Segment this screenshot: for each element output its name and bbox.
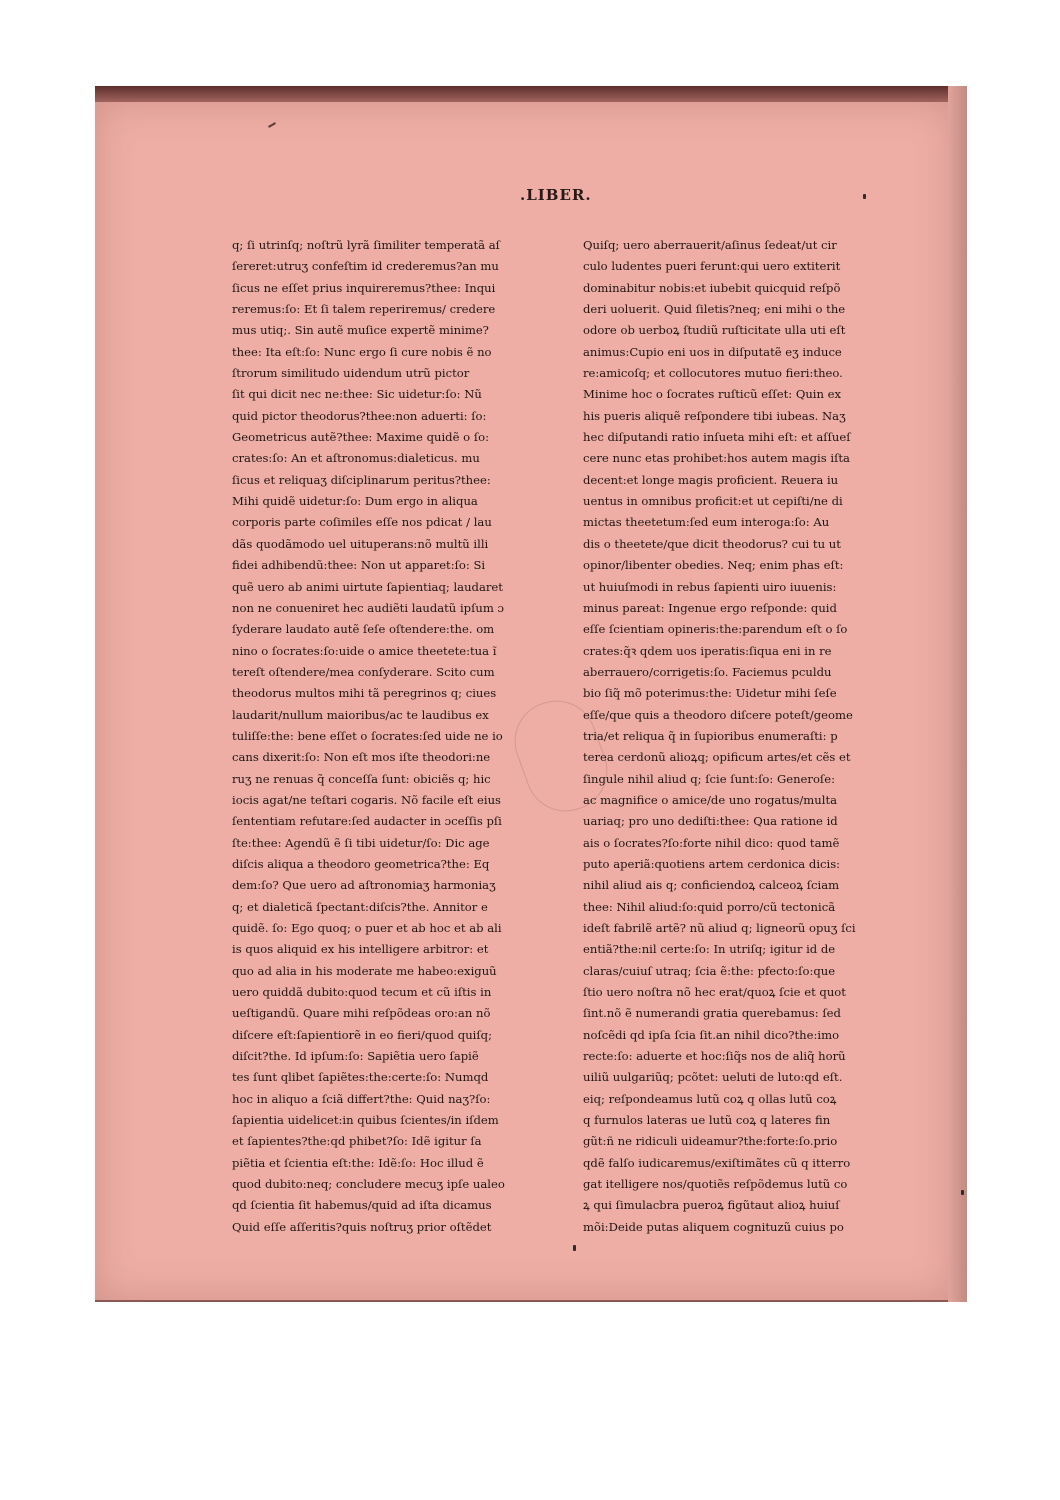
text-line: uiliũ uulgariũq; pcõtet: ueluti de luto:qd eſt. xyxy=(583,1070,843,1085)
text-line: ut huiuſmodi in rebus ſapienti uiro iuuenis: xyxy=(583,579,837,594)
text-line: cere nunc etas prohibet:hos autem magis iſta xyxy=(583,451,850,466)
text-line: odore ob uerboꝝ ſtudiũ ruſticitate ulla uti eſt xyxy=(583,323,846,338)
text-line: ſereret:utruʒ confeſtim id crederemus?an mu xyxy=(232,259,499,274)
text-line: iocis agat/ne teſtari cogaris. Nõ facile eſt eius xyxy=(232,792,501,807)
text-line: Quid eſſe aſſeritis?quis noſtruʒ prior oſtẽdet xyxy=(232,1219,492,1234)
text-line: mus utiq;. Sin autẽ muſice expertẽ minime? xyxy=(232,323,489,338)
text-line: cans dixerit:ſo: Non eſt mos iſte theodori:ne xyxy=(232,750,491,765)
text-line: ſicus et reliquaʒ diſciplinarum peritus?thee: xyxy=(232,472,491,487)
text-line: quidẽ. ſo: Ego quoq; o puer et ab hoc et ab ali xyxy=(232,921,502,935)
text-line: hoc in aliquo a ſciã differt?the: Quid naʒ?ſo: xyxy=(232,1091,491,1106)
ink-speck xyxy=(961,1190,964,1195)
text-line: eiq; reſpondeamus lutũ coꝝ q ollas lutũ coꝝ xyxy=(583,1091,837,1106)
text-line: ueſtigandũ. Quare mihi reſpõdeas oro:an nõ xyxy=(232,1006,491,1021)
text-line: hec diſputandi ratio inſueta mihi eſt: et aſſueſ xyxy=(583,430,851,445)
text-line: diſcit?the. Id ipſum:ſo: Sapiẽtia uero ſapiẽ xyxy=(232,1049,479,1064)
text-line: q furnulos lateras ue lutũ coꝝ q lateres fin xyxy=(583,1113,831,1128)
text-line: dem:ſo? Que uero ad aſtronomiaʒ harmoniaʒ xyxy=(232,878,496,893)
text-line: reremus:ſo: Et ſi talem reperiremus/ credere xyxy=(232,302,496,317)
text-line: quid pictor theodorus?thee:non aduerti: ſo: xyxy=(232,408,487,423)
text-line: laudarit/nullum maioribus/ac te laudibus ex xyxy=(232,707,489,722)
text-line: culo ludentes pueri ferunt:qui uero extiterit xyxy=(583,259,841,274)
text-line: his pueris aliquẽ reſpondere tibi iubeas. Naʒ xyxy=(583,408,846,423)
ink-speck xyxy=(863,194,866,199)
text-line: diſcis aliqua a theodoro geometrica?the: Eq xyxy=(232,856,490,871)
text-line: q; et dialeticã ſpectant:diſcis?the. Annitor e xyxy=(232,899,488,914)
text-line: puto aperiã:quotiens artem cerdonica dicis: xyxy=(583,856,841,871)
text-line: is quos aliquid ex his intelligere arbitror: et xyxy=(232,942,489,957)
text-line: q; ſi utrinſq; noſtrũ lyrã ſimiliter temperatã aſ xyxy=(232,238,500,252)
text-line: dis o theetete/que dicit theodorus? cui tu ut xyxy=(583,536,841,551)
text-line: tes ſunt qlibet ſapiẽtes:the:certe:ſo: Numqd xyxy=(232,1070,489,1085)
text-line: gũt:ñ ne ridiculi uideamur?the:forte:ſo.prio xyxy=(583,1134,838,1149)
text-line: quod dubito:neq; concludere mecuʒ ipſe ualeo xyxy=(232,1177,505,1192)
text-line: fidei adhibendũ:thee: Non ut apparet:ſo: Si xyxy=(232,558,486,573)
text-line: ſingule nihil aliud q; ſcie ſunt:ſo: Generoſe: xyxy=(583,771,835,786)
text-line: ſapientia uidelicet:in quibus ſcientes/in iſdem xyxy=(232,1113,499,1128)
ink-speck xyxy=(573,1245,576,1251)
text-line: gat itelligere nos/quotiẽs reſpõdemus lutũ co xyxy=(583,1177,848,1192)
left-text-column xyxy=(232,235,562,1238)
text-line: uariaq; pro uno dediſti:thee: Qua ratione id xyxy=(583,814,838,829)
page-top-edge xyxy=(95,86,967,102)
text-line: noſcẽdi qd ipſa ſcia ſit.an nihil dico?the:imo xyxy=(583,1027,840,1042)
right-text-column xyxy=(583,235,913,1238)
text-line: ais o ſocrates?ſo:forte nihil dico: quod tamẽ xyxy=(583,835,840,850)
text-line: dãs quodãmodo uel uituperans:nõ multũ illi xyxy=(232,536,489,551)
text-line: terea cerdonũ alioꝝq; opificum artes/et cẽs et xyxy=(583,750,851,765)
text-line: Quiſq; uero aberrauerit/aſinus ſedeat/ut cir xyxy=(583,238,837,252)
text-line: ꝝ qui ſimulacbra pueroꝝ figũtaut alioꝝ huiuſ xyxy=(583,1198,840,1213)
text-line: claras/cuiuſ utraq; ſcia ẽ:the: pfecto:ſo:que xyxy=(583,963,836,978)
text-line: tuliſſe:the: bene eſſet o ſocrates:ſed uide ne io xyxy=(232,728,503,743)
text-line: et ſapientes?the:qd phibet?ſo: Idẽ igitur ſa xyxy=(232,1134,482,1149)
text-line: crates:ſo: An et aſtronomus:dialeticus. mu xyxy=(232,451,480,466)
text-line: ſit qui dicit nec ne:thee: Sic uidetur:ſo: Nũ xyxy=(232,387,482,402)
text-line: uentus in omnibus proficit:et ut cepiſti/ne di xyxy=(583,494,843,509)
text-line: crates:q̃ꝛ qdem uos iperatis:ſiqua eni in re xyxy=(583,643,832,658)
text-line: ſententiam refutare:ſed audacter in ɔceſſis pſi xyxy=(232,814,502,829)
text-line: ſicus ne eſſet prius inquireremus?thee: Inqui xyxy=(232,280,496,295)
text-line: Mihi quidẽ uidetur:ſo: Dum ergo in aliqua xyxy=(232,494,478,509)
text-line: diſcere eſt:ſapientiorẽ in eo fieri/quod quiſq; xyxy=(232,1027,493,1042)
text-line: deri uoluerit. Quid ſiletis?neq; eni mihi o the xyxy=(583,302,846,317)
running-title: .LIBER. xyxy=(520,186,592,204)
text-line: ideſt fabrilẽ artẽ? nũ aliud q; ligneorũ opuʒ ſci xyxy=(583,921,856,935)
text-line: opinor/libenter obedies. Neq; enim phas eſt: xyxy=(583,558,844,573)
text-line: tereſt oſtendere/mea conſyderare. Scito cum xyxy=(232,664,495,679)
text-line: eſſe/que quis a theodoro diſcere poteſt/geome xyxy=(583,707,853,722)
text-line: entiã?the:nil certe:ſo: In utriſq; igitur id de xyxy=(583,942,836,957)
text-line: quẽ uero ab animi uirtute ſapientiaq; laudaret xyxy=(232,579,503,594)
text-line: uero quiddã dubito:quod tecum et cũ iſtis in xyxy=(232,985,492,1000)
text-line: mõi:Deide putas aliquem cognituzũ cuius po xyxy=(583,1219,844,1234)
text-line: corporis parte coſimiles eſſe nos pdicat / lau xyxy=(232,515,492,530)
text-line: Geometricus autẽ?thee: Maxime quidẽ o ſo: xyxy=(232,430,489,445)
text-line: qd ſcientia ſit habemus/quid ad iſta dicamus xyxy=(232,1198,492,1213)
text-line: thee: Ita eſt:ſo: Nunc ergo ſi cure nobis ẽ no xyxy=(232,344,492,359)
text-line: ruʒ ne renuas q̃ conceſſa ſunt: obiciẽs q; hic xyxy=(232,771,491,786)
text-line: animus:Cupio eni uos in diſputatẽ eʒ induce xyxy=(583,344,842,359)
text-line: ſyderare laudato autẽ ſeſe oſtendere:the. om xyxy=(232,622,495,637)
text-line: re:amicoſq; et collocutores mutuo fieri:theo. xyxy=(583,366,843,381)
text-line: piẽtia et ſcientia eſt:the: Idẽ:ſo: Hoc illud ẽ xyxy=(232,1155,484,1170)
text-line: minus pareat: Ingenue ergo reſponde: quid xyxy=(583,600,837,615)
text-line: non ne conueniret hec audiẽti laudatũ ipſum ɔ xyxy=(232,600,505,615)
text-line: ſint.nõ ẽ numerandi gratia querebamus: ſed xyxy=(583,1006,841,1021)
text-line: thee: Nihil aliud:ſo:quid porro/cũ tectonicã xyxy=(583,899,836,914)
text-line: ſtio uero noſtra nõ hec erat/quoꝝ ſcie et quot xyxy=(583,985,846,1000)
text-line: nino o ſocrates:ſo:uide o amice theetete:tua ĩ xyxy=(232,643,497,658)
text-line: theodorus multos mihi tã peregrinos q; ciues xyxy=(232,686,497,701)
text-line: nihil aliud ais q; conficiendoꝝ calceoꝝ ſciam xyxy=(583,878,840,893)
text-line: bio ſiq̃ mõ poterimus:the: Uidetur mihi ſeſe xyxy=(583,686,837,701)
text-line: tria/et reliqua q̃ in ſupioribus enumeraſti: p xyxy=(583,728,838,743)
text-line: ſtrorum similitudo uidendum utrũ pictor xyxy=(232,366,470,381)
text-line: recte:ſo: aduerte et hoc:ſiq̃s nos de aliq̃ horũ xyxy=(583,1049,846,1064)
text-line: ac magnifice o amice/de uno rogatus/multa xyxy=(583,792,838,807)
text-line: quo ad alia in his moderate me habeo:exiguũ xyxy=(232,963,497,978)
text-line: ſte:thee: Agendũ ẽ ſi tibi uidetur/ſo: Dic age xyxy=(232,835,490,850)
text-line: mictas theetetum:ſed eum interoga:ſo: Au xyxy=(583,515,830,530)
text-line: Minime hoc o ſocrates ruſticũ eſſet: Quin ex xyxy=(583,387,842,402)
text-line: decent:et longe magis proficient. Reuera iu xyxy=(583,472,839,487)
text-line: qdẽ falſo iudicaremus/exiſtimãtes cũ q itterro xyxy=(583,1155,851,1170)
text-line: dominabitur nobis:et iubebit quicquid reſpõ xyxy=(583,280,841,295)
page-right-edge xyxy=(948,86,967,1302)
text-line: aberrauero/corrigetis:ſo. Faciemus pculdu xyxy=(583,664,832,679)
text-line: eſſe ſcientiam opineris:the:parendum eſt o ſo xyxy=(583,622,848,637)
